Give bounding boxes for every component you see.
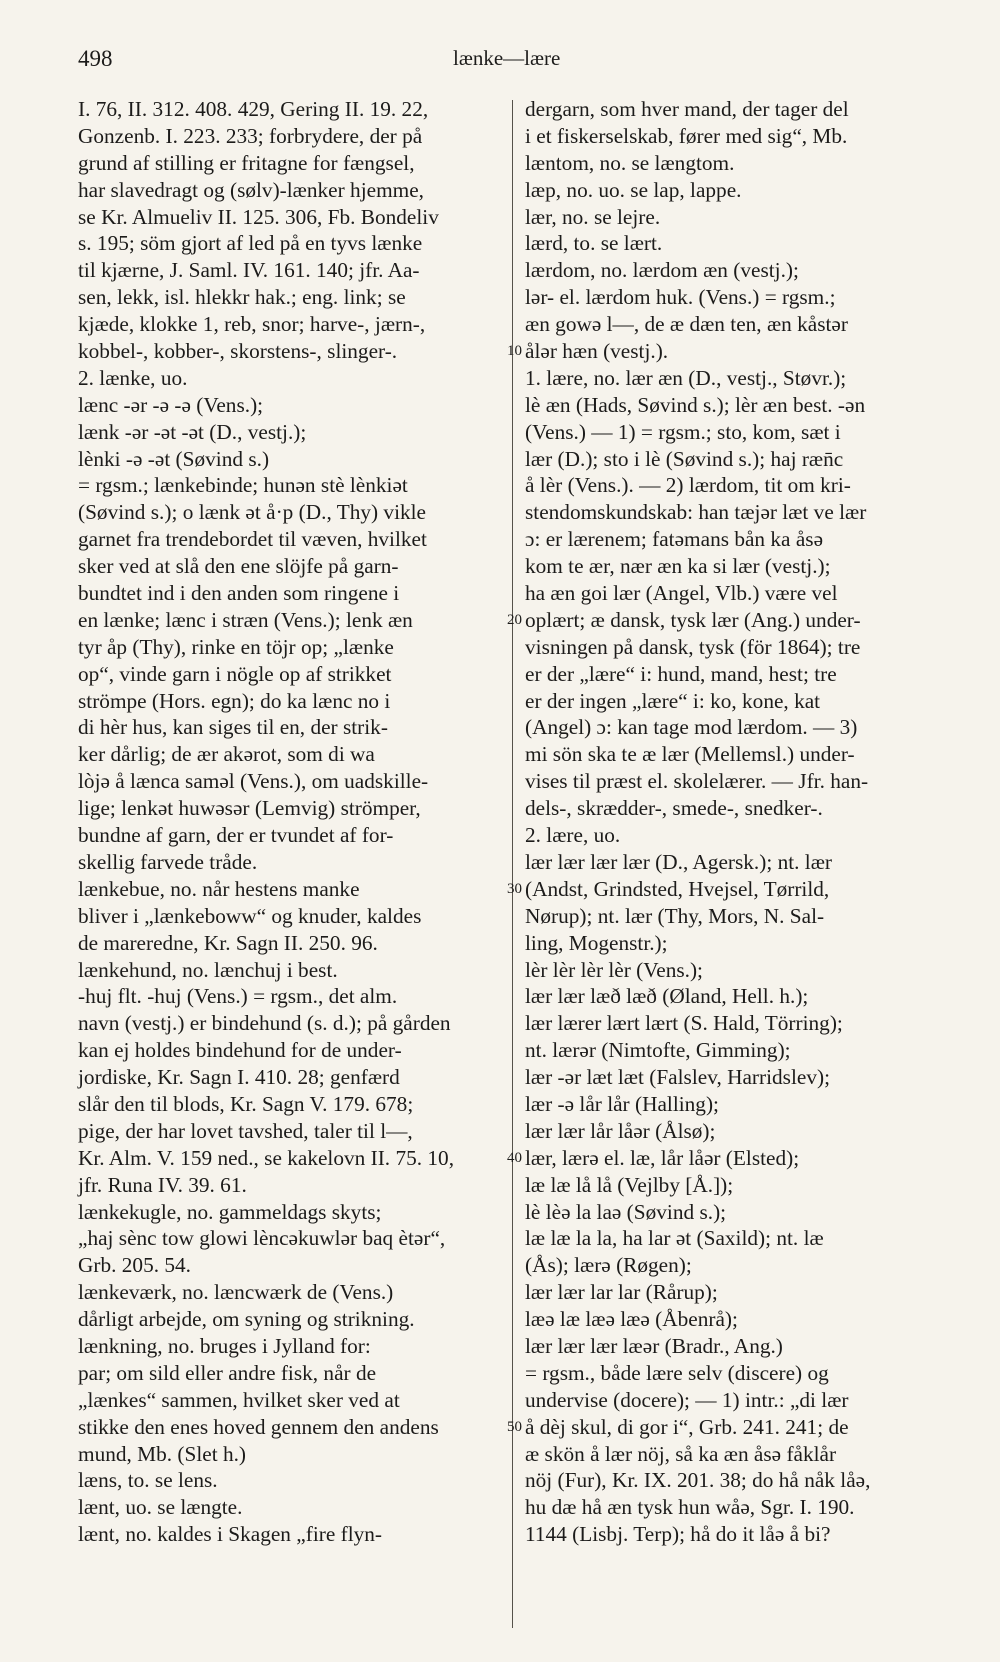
text-line: å dèj skul, di gor i“, Grb. 241. 241; de [525,1414,849,1439]
text-line: (Søvind s.); o lænk ət å·p (D., Thy) vikle [78,500,427,525]
text-line: I. 76, II. 312. 408. 429, Gering II. 19. 22, [78,97,429,121]
text-line: kom te ær, nær æn ka si lær (vestj.); [525,554,831,579]
text-line: lær lær lar lar (Rårup); [525,1280,718,1305]
text-line: lænk -ər -ət -ət (D., vestj.); [78,419,307,444]
text-line: (Ås); lærə (Røgen); [525,1253,692,1278]
text-line: stendomskundskab: han tæjər læt ve lær [525,500,867,525]
text-line: par; om sild eller andre fisk, når de [78,1360,377,1385]
text-line: kan ej holdes bindehund for de under- [78,1038,402,1063]
text-line: oplært; æ dansk, tysk lær (Ang.) under- [525,607,861,632]
text-line: til kjærne, J. Saml. IV. 161. 140; jfr. Aa- [78,258,420,283]
text-line: lær lær lær lær (D., Agersk.); nt. lær [525,849,833,874]
text-line: lènki -ə -ət (Søvind s.) [78,446,270,471]
text-line: lænt, uo. se længte. [78,1495,243,1520]
column-divider [512,100,513,1628]
line-number: 50 [507,1419,522,1436]
line-number: 30 [507,881,522,898]
text-line: nt. lærər (Nimtofte, Gimming); [525,1038,791,1063]
text-line: en lænke; lænc i stræn (Vens.); lenk æn [78,607,413,632]
text-line: å lèr (Vens.). — 2) lærdom, tit om kri- [525,473,851,498]
text-line: lær lærer lært lært (S. Hald, Törring); [525,1011,843,1036]
left-column [78,96,503,1548]
text-line: bliver i „lænkeboww“ og knuder, kaldes [78,903,422,928]
text-line: de mareredne, Kr. Sagn II. 250. 96. [78,930,378,955]
text-line: bundne af garn, der er tvundet af for- [78,823,394,848]
text-line: sker ved at slå den ene slöjfe på garn- [78,554,399,579]
text-line: i et fiskerselskab, fører med sig“, Mb. [525,123,848,148]
text-line: jfr. Runa IV. 39. 61. [78,1172,247,1197]
text-line: se Kr. Almueliv II. 125. 306, Fb. Bondeliv [78,204,439,229]
line-number: 20 [507,612,522,629]
text-line: lær -ər læt læt (Falslev, Harridslev); [525,1065,830,1090]
text-line: læntom, no. se længtom. [525,150,735,175]
text-line: mund, Mb. (Slet h.) [78,1441,247,1466]
text-line: sen, lekk, isl. hlekkr hak.; eng. link; se [78,285,406,310]
text-line: „lænkes“ sammen, hvilket sker ved at [78,1387,400,1412]
text-line: lærdom, no. lærdom æn (vestj.); [525,258,799,283]
text-line: lè lèə la laə (Søvind s.); [525,1199,727,1224]
text-line: tyr åp (Thy), rinke en töjr op; „lænke [78,634,394,659]
running-head: lænke—lære [453,46,561,70]
text-line: (Andst, Grindsted, Hvejsel, Tørrild, [525,876,830,901]
text-line: læ læ lå lå (Vejlby [Å.]); [525,1172,734,1197]
text-line: ålər hæn (vestj.). [525,339,669,364]
text-line: undervise (docere); — 1) intr.: „di lær [525,1387,849,1412]
text-line: op“, vinde garn i nögle op af strikket [78,661,392,686]
text-line: visningen på dansk, tysk (för 1864); tre [525,634,861,659]
text-line: = rgsm., både lære selv (discere) og [525,1360,829,1385]
text-line: kjæde, klokke 1, reb, snor; harve-, jærn-, [78,312,426,337]
text-line: æn gowə l—, de æ dæn ten, æn kåstər [525,312,848,337]
line-number: 40 [507,1150,522,1167]
text-line: garnet fra trendebordet til væven, hvilket [78,527,427,552]
text-line: bundtet ind i den anden som ringene i [78,581,400,606]
text-line: har slavedragt og (sølv)-lænker hjemme, [78,177,424,202]
text-line: lær lær lær læər (Bradr., Ang.) [525,1333,783,1358]
text-line: lær, no. se lejre. [525,204,661,229]
text-line: s. 195; söm gjort af led på en tyvs lænke [78,231,423,256]
page-number: 498 [78,46,113,71]
text-line: pige, der har lovet tavshed, taler til l—, [78,1118,413,1143]
text-line: stikke den enes hoved gennem den andens [78,1414,439,1439]
text-line: strömpe (Hors. egn); do ka lænc no i [78,688,391,713]
text-line: 1. lære, no. lær æn (D., vestj., Støvr.); [525,365,847,390]
text-line: lær -ə lår lår (Halling); [525,1091,719,1116]
text-line: 2. lænke, uo. [78,365,188,390]
text-line: lær (D.); sto i lè (Søvind s.); haj ræn̄c [525,446,844,471]
text-line: ɔ: er lærenem; fatəmans bån ka åsə [525,527,824,552]
text-line: nöj (Fur), Kr. IX. 201. 38; do hå nåk låə, [525,1468,871,1493]
text-line: di hèr hus, kan siges til en, der strik- [78,715,388,740]
text-line: lænc -ər -ə -ə (Vens.); [78,392,264,417]
text-line: lər- el. lærdom huk. (Vens.) = rgsm.; [525,285,836,310]
text-line: lænkning, no. bruges i Jylland for: [78,1333,371,1358]
page-header [78,46,940,80]
text-line: kobbel-, kobber-, skorstens-, slinger-. [78,339,398,364]
text-line: (Vens.) — 1) = rgsm.; sto, kom, sæt i [525,419,841,444]
text-line: Kr. Alm. V. 159 ned., se kakelovn II. 75. 10, [78,1145,455,1170]
text-line: lige; lenkət huwəsər (Lemvig) strömper, [78,796,421,821]
text-line: Gonzenb. I. 223. 233; forbrydere, der på [78,123,423,148]
text-line: lær, lærə el. læ, lår låər (Elsted); [525,1145,800,1170]
text-line: lænkehund, no. lænchuj i best. [78,957,338,982]
text-line: læns, to. se lens. [78,1468,218,1493]
text-line: mi sön ska te æ lær (Mellemsl.) under- [525,742,855,767]
text-line: lænkebue, no. når hestens manke [78,876,360,901]
text-line: lænkeværk, no. læncwærk de (Vens.) [78,1280,394,1305]
text-line: ling, Mogenstr.); [525,930,668,955]
text-line: „haj sènc tow glowi lèncəkuwlər baq ètər“, [78,1226,446,1251]
text-line: hu dæ hå æn tysk hun wåə, Sgr. I. 190. [525,1495,855,1520]
text-line: slår den til blods, Kr. Sagn V. 179. 678; [78,1091,414,1116]
text-line: lær lær læð læð (Øland, Hell. h.); [525,984,809,1009]
text-line: lænt, no. kaldes i Skagen „fire flyn- [78,1522,383,1547]
text-line: læ læ la la, ha lar ət (Saxild); nt. læ [525,1226,824,1251]
text-line: er der ingen „lære“ i: ko, kone, kat [525,688,821,713]
text-line: = rgsm.; lænkebinde; hunən stè lènkiət [78,473,408,498]
text-line: Grb. 205. 54. [78,1253,191,1278]
right-column [525,96,965,1548]
text-line: lærd, to. se lært. [525,231,663,256]
text-line: vises til præst el. skolelærer. — Jfr. han- [525,769,869,794]
text-line: jordiske, Kr. Sagn I. 410. 28; genfærd [78,1065,400,1090]
text-line: (Angel) ɔ: kan tage mod lærdom. — 3) [525,715,858,740]
text-line: dels-, skrædder-, smede-, snedker-. [525,796,823,821]
text-line: Nørup); nt. lær (Thy, Mors, N. Sal- [525,903,825,928]
text-line: skellig farvede tråde. [78,849,258,874]
text-line: dårligt arbejde, om syning og strikning. [78,1307,415,1332]
text-line: 2. lære, uo. [525,823,621,848]
text-line: lænkekugle, no. gammeldags skyts; [78,1199,382,1224]
text-line: lær lær lår låər (Ålsø); [525,1118,716,1143]
text-line: lèr lèr lèr lèr (Vens.); [525,957,703,982]
text-line: ker dårlig; de ær akərot, som di wa [78,742,375,767]
text-line: 1144 (Lisbj. Terp); hå do it låə å bi? [525,1522,831,1547]
text-line: læp, no. uo. se lap, lappe. [525,177,742,202]
text-line: er der „lære“ i: hund, mand, hest; tre [525,661,837,686]
text-line: navn (vestj.) er bindehund (s. d.); på gården [78,1011,451,1036]
text-line: ha æn goi lær (Angel, Vlb.) være vel [525,581,838,606]
text-line: -huj flt. -huj (Vens.) = rgsm., det alm. [78,984,398,1009]
line-number: 10 [507,343,522,360]
text-line: læə læ læə læə (Åbenrå); [525,1307,738,1332]
text-line: lè æn (Hads, Søvind s.); lèr æn best. -ən [525,392,866,417]
text-line: grund af stilling er fritagne for fængsel, [78,150,415,175]
text-line: æ skön å lær nöj, så ka æn åsə fåklår [525,1441,837,1466]
text-line: dergarn, som hver mand, der tager del [525,97,849,121]
text-line: lòjə å lænca saməl (Vens.), om uadskille- [78,769,429,794]
